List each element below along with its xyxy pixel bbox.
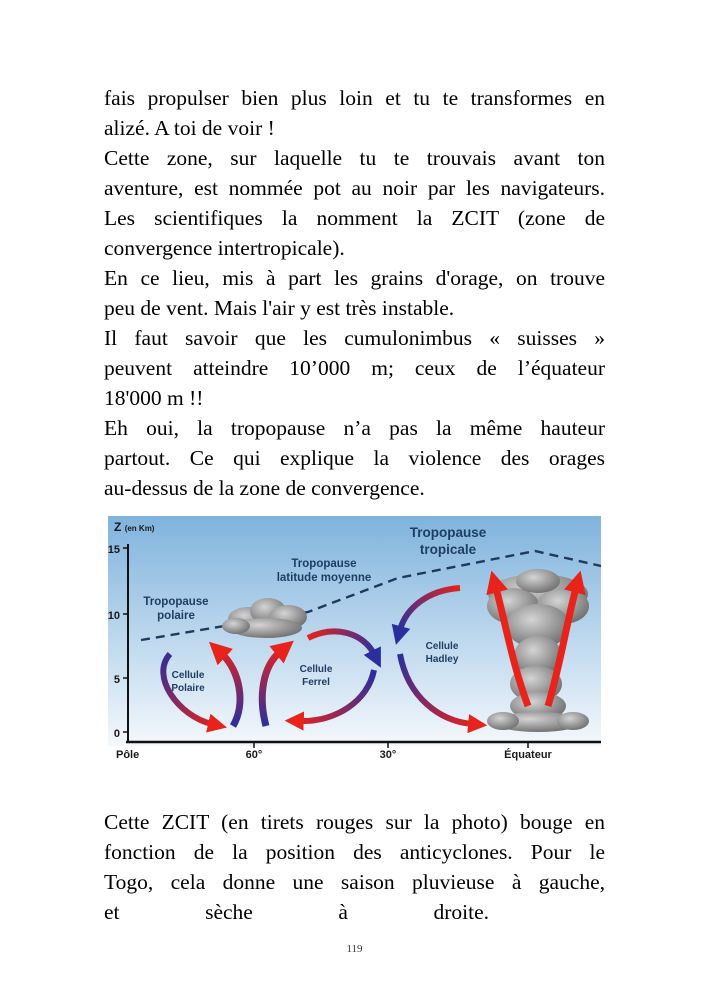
- z-axis-label: Z (en Km): [114, 520, 155, 534]
- text-line: fonction de la position des anticyclones. Pour le: [104, 840, 605, 864]
- text-line: convergence intertropicale).: [104, 236, 345, 260]
- y-tick-label: 5: [113, 674, 120, 686]
- text-line: Cette ZCIT (en tirets rouges sur la photo) bouge en: [104, 810, 605, 834]
- svg-text:polaire: polaire: [157, 610, 195, 622]
- paragraph-top: [104, 83, 605, 503]
- text-line: peuvent atteindre 10’000 m; ceux de l’équateur: [104, 356, 605, 380]
- svg-text:latitude moyenne: latitude moyenne: [276, 572, 372, 584]
- paragraph-bottom: [104, 807, 605, 927]
- atmospheric-circulation-figure: [108, 516, 601, 764]
- svg-text:Cellule: Cellule: [171, 670, 205, 681]
- text-line: Il faut savoir que les cumulonimbus « suisses »: [104, 326, 605, 350]
- text-line: au-dessus de la zone de convergence.: [104, 476, 425, 500]
- text-line: Togo, cela donne une saison pluvieuse à gauche,: [104, 870, 605, 894]
- y-tick-label: 15: [108, 544, 120, 556]
- svg-text:Tropopause: Tropopause: [291, 558, 357, 570]
- text-line: En ce lieu, mis à part les grains d'orage, on trouve: [104, 266, 605, 290]
- text-line: et sèche à droite.: [104, 900, 489, 924]
- circulation-diagram: [108, 516, 601, 764]
- x-label-pole: Pôle: [116, 749, 140, 761]
- text-line: Eh oui, la tropopause n’a pas la même hauteur: [104, 416, 605, 440]
- svg-text:Tropopause: Tropopause: [143, 596, 209, 608]
- text-line: Cette zone, sur laquelle tu te trouvais avant ton: [104, 146, 605, 170]
- svg-text:Cellule: Cellule: [425, 641, 459, 652]
- text-line: peu de vent. Mais l'air y est très instable.: [104, 296, 455, 320]
- x-label-equateur: Équateur: [504, 749, 552, 761]
- svg-text:tropicale: tropicale: [419, 542, 477, 557]
- text-line: aventure, est nommée pot au noir par les navigateurs.: [104, 176, 605, 200]
- page-number: 119: [346, 943, 363, 955]
- text-line: fais propulser bien plus loin et tu te transformes en: [104, 86, 605, 110]
- svg-text:Ferrel: Ferrel: [302, 677, 330, 688]
- text-line: partout. Ce qui explique la violence des orages: [104, 446, 605, 470]
- y-tick-label: 10: [108, 610, 120, 622]
- text-line: Les scientifiques la nomment la ZCIT (zone de: [104, 206, 605, 230]
- x-label-60: 60°: [245, 749, 263, 761]
- svg-text:Polaire: Polaire: [171, 683, 205, 694]
- y-tick-label: 0: [113, 728, 120, 740]
- text-line: alizé. A toi de voir !: [104, 116, 275, 140]
- text-line: 18'000 m !!: [104, 386, 204, 410]
- svg-text:Cellule: Cellule: [299, 664, 333, 675]
- svg-text:Tropopause: Tropopause: [409, 525, 487, 540]
- svg-text:Hadley: Hadley: [425, 654, 459, 665]
- x-label-30: 30°: [379, 749, 397, 761]
